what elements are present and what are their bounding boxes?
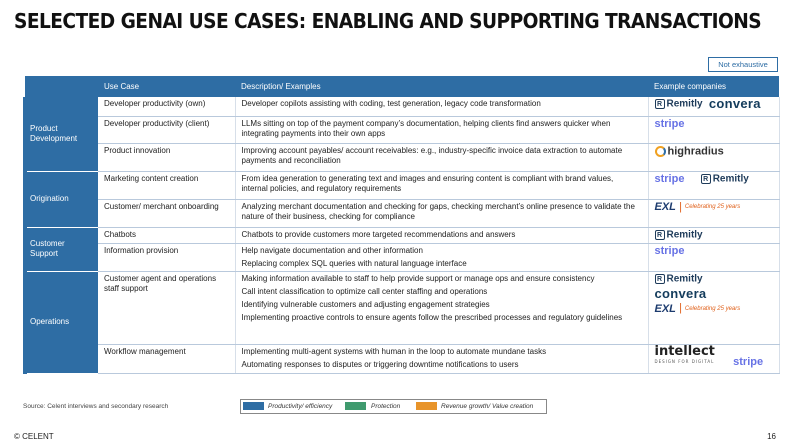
companies-cell	[648, 227, 779, 243]
description-line: Identifying vulnerable customers and adjusting engagement strategies	[241, 299, 490, 309]
description-line: Improving account payables/ account receivables: e.g., industry-specific invoice data extraction to automate payments and reconciliation	[241, 145, 623, 165]
intellect-tagline: DESIGN FOR DIGITAL	[654, 358, 715, 364]
companies-cell	[648, 143, 779, 171]
stripe-logo: stripe	[654, 244, 685, 257]
table-row	[25, 171, 779, 199]
table-row	[25, 271, 779, 344]
description-line: LLMs sitting on top of the payment company’s documentation, helping clients find answers quicker when integrating payments into their own apps	[241, 118, 611, 138]
use-case-cell: Chatbots	[98, 227, 235, 243]
table-row	[25, 227, 779, 243]
celent-brand: © CELENT	[14, 432, 54, 441]
celebrating-25-badge: Celebrating 25 years	[684, 204, 741, 211]
companies-cell	[648, 97, 779, 116]
use-case-header: Use Case	[98, 76, 235, 97]
use-case-cell: Developer productivity (own)	[98, 97, 235, 116]
companies-cell	[648, 243, 779, 271]
use-case-cell: Workflow management	[98, 344, 235, 373]
use-case-cell: Marketing content creation	[98, 171, 235, 199]
table-row	[25, 143, 779, 171]
stripe-logo: stripe	[733, 355, 764, 368]
table-header-row	[25, 76, 779, 97]
remitly-logo: R Remitly	[655, 99, 703, 110]
use-case-cell: Developer productivity (client)	[98, 116, 235, 143]
category-header	[25, 76, 98, 97]
table-row	[25, 116, 779, 143]
description-header: Description/ Examples	[235, 76, 648, 97]
table-row	[25, 199, 779, 227]
page-title: SELECTED GENAI USE CASES: ENABLING AND SUPPORTING TRANSACTIONS	[14, 9, 762, 33]
legend-label-productivity: Productivity/ efficiency	[268, 403, 333, 410]
exl-logo: EXL	[654, 201, 676, 214]
companies-cell: R Remitly convera EXL | Celebrating 25 years	[648, 271, 779, 344]
celebrating-25-badge: Celebrating 25 years	[684, 306, 741, 313]
use-case-cell: Customer/ merchant onboarding	[98, 199, 235, 227]
legend	[240, 399, 547, 414]
use-case-cell: Information provision	[98, 243, 235, 271]
category-operations: Operations	[25, 271, 98, 373]
description-line: Help navigate documentation and other information	[241, 245, 423, 255]
description-cell	[235, 97, 648, 116]
table-row	[25, 97, 779, 116]
category-customer-support: Customer Support	[25, 227, 98, 271]
use-case-cell: Customer agent and operations staff support	[98, 271, 235, 344]
description-line: Making information available to staff to help provide support or manage ops and ensure consistency	[241, 273, 595, 283]
category-origination: Origination	[25, 171, 98, 227]
remitly-logo: R Remitly	[701, 174, 749, 185]
description-cell	[235, 116, 648, 143]
use-case-cell: Product innovation	[98, 143, 235, 171]
use-case-table	[23, 76, 780, 374]
companies-cell	[648, 344, 779, 373]
remitly-mark-icon: R	[655, 99, 665, 109]
description-line: Analyzing merchant documentation and checking for gaps, checking merchant’s online presence to validate the nature of their business, checking for compliance	[241, 201, 635, 221]
highradius-mark-icon	[655, 146, 666, 157]
description-cell	[235, 344, 648, 373]
not-exhaustive-badge: Not exhaustive	[708, 57, 778, 72]
category-product-development: Product Development	[25, 97, 98, 171]
stripe-logo: stripe	[654, 117, 685, 130]
page-number: 16	[767, 432, 776, 441]
companies-header: Example companies	[648, 76, 779, 97]
legend-swatch-revenue	[416, 402, 437, 410]
description-line: Implementing multi-agent systems with human in the loop to automate mundane tasks	[241, 346, 547, 356]
legend-label-protection: Protection	[371, 403, 401, 410]
remitly-mark-icon: R	[655, 230, 665, 240]
remitly-logo: R Remitly	[655, 274, 703, 285]
table-row	[25, 344, 779, 373]
description-line: Automating responses to disputes or triggering downtime notifications to users	[241, 359, 519, 369]
legend-label-revenue: Revenue growth/ Value creation	[441, 403, 534, 410]
description-cell	[235, 227, 648, 243]
convera-logo: convera	[654, 286, 707, 302]
exl-logo: EXL	[654, 303, 676, 316]
description-cell	[235, 199, 648, 227]
description-cell	[235, 243, 648, 271]
remitly-mark-icon: R	[655, 274, 665, 284]
companies-cell	[648, 171, 779, 199]
table-row	[25, 243, 779, 271]
description-line: From idea generation to generating text and images and ensuring content is compliant with brand values, internal policies, and regulatory requirements	[241, 173, 614, 193]
description-cell	[235, 271, 648, 344]
companies-cell	[648, 116, 779, 143]
convera-logo: convera	[708, 96, 761, 112]
source-note: Source: Celent interviews and secondary research	[23, 403, 169, 410]
description-line: Developer copilots assisting with coding, test generation, legacy code transformation	[241, 99, 541, 108]
stripe-logo: stripe	[654, 172, 685, 185]
legend-swatch-protection	[345, 402, 366, 410]
remitly-logo: R Remitly	[655, 230, 703, 241]
highradius-logo: highradius	[655, 146, 724, 157]
description-cell	[235, 143, 648, 171]
companies-cell: EXL | Celebrating 25 years	[648, 199, 779, 227]
description-cell	[235, 171, 648, 199]
description-line: Call intent classification to optimize call center staffing and operations	[241, 286, 488, 296]
legend-swatch-productivity	[243, 402, 264, 410]
description-line: Implementing proactive controls to ensure agents follow the prescribed processes and regulatory guidelines	[241, 312, 623, 322]
description-line: Replacing complex SQL queries with natural language interface	[241, 258, 467, 268]
description-line: Chatbots to provide customers more targeted recommendations and answers	[241, 229, 516, 239]
remitly-mark-icon: R	[701, 174, 711, 184]
intellect-logo: intellect DESIGN FOR DIGITAL	[655, 347, 715, 367]
